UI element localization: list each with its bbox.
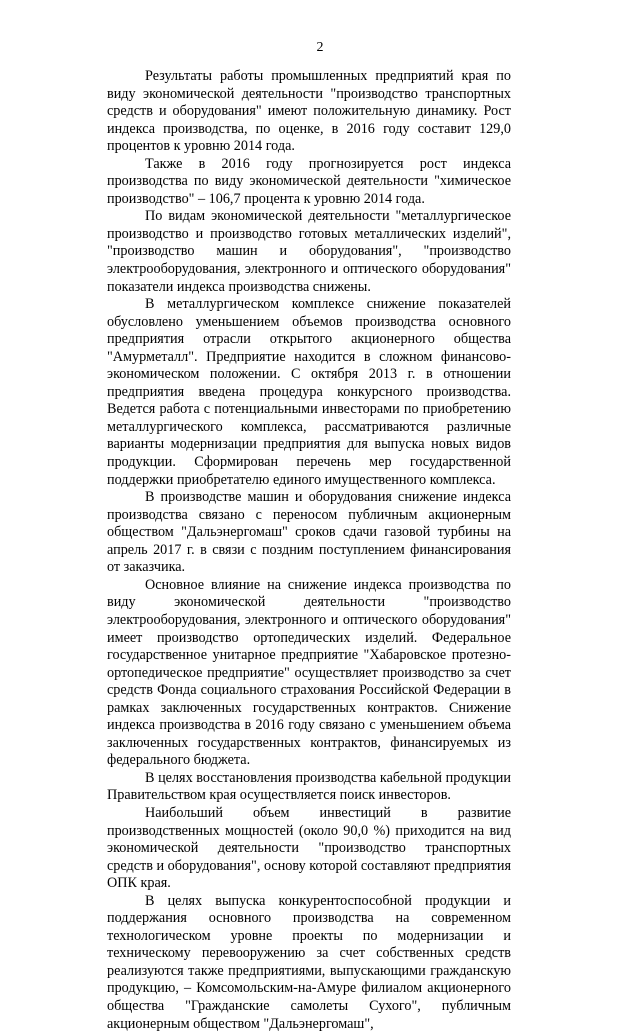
paragraph-9: В целях выпуска конкурентоспособной продукции и поддержания основного производства на современном технологическом уровне проекты по модернизации и техническому перевооружению за счет собственных средств реализуются также предприятиями, выпускающими гражданскую продукцию, – Комсомольским-на-Амуре филиалом акционерного общества "Гражданские самолеты Сухого", публичным акционерным обществом "Дальэнергомаш",: [107, 892, 511, 1032]
paragraph-6: Основное влияние на снижение индекса производства по виду экономической деятельности "производство электрооборудования, электронного и оптического оборудования" имеет производство ортопедических изделий. Федеральное государственное унитарное предприятие "Хабаровское протезно-ортопедическое предприятие" осуществляет производство за счет средств Фонда социального страхования Российской Федерации в рамках заключенных государственных контрактов. Снижение индекса производства в 2016 году связано с уменьшением объема заключенных государственных контрактов, финансируемых из федерального бюджета.: [107, 576, 511, 769]
paragraph-3: По видам экономической деятельности "металлургическое производство и производство готовых металлических изделий", "производство машин и оборудования", "производство электрооборудования, электронного и оптического оборудования" показатели индекса производства снижены.: [107, 208, 511, 295]
document-body: [107, 68, 511, 1033]
paragraph-4: В металлургическом комплексе снижение показателей обусловлено уменьшением объемов производства основного предприятия отрасли открытого акционерного общества "Амурметалл". Предприятие находится в сложном финансово-экономическом положении. С октября 2013 г. в отношении предприятия введена процедура конкурсного производства. Ведется работа с потенциальными инвесторами по приобретению металлургического комплекса, рассматриваются различные варианты модернизации предприятия для выпуска новых видов продукции. Сформирован перечень мер государственной поддержки приобретателю единого имущественного комплекса.: [107, 296, 511, 488]
paragraph-7: В целях восстановления производства кабельной продукции Правительством края осуществляется поиск инвесторов.: [107, 769, 511, 804]
page-number: 2: [316, 40, 324, 55]
paragraph-5: В производстве машин и оборудования снижение индекса производства связано с переносом публичным акционерным обществом "Дальэнергомаш" сроков сдачи газовой турбины на апрель 2017 г. в связи с поздним поступлением финансирования от заказчика.: [107, 489, 511, 576]
paragraph-8: Наибольший объем инвестиций в развитие производственных мощностей (около 90,0 %) приходится на вид экономической деятельности "производство транспортных средств и оборудования", основу которой составляют предприятия ОПК края.: [107, 804, 511, 892]
paragraph-2: Также в 2016 году прогнозируется рост индекса производства по виду экономической деятельности "химическое производство" – 106,7 процента к уровню 2014 года.: [107, 155, 511, 207]
paragraph-1: Результаты работы промышленных предприятий края по виду экономической деятельности "производство транспортных средств и оборудования" имеют положительную динамику. Рост индекса производства, по оценке, в 2016 году составит 129,0 процентов к уровню 2014 года.: [107, 68, 511, 155]
